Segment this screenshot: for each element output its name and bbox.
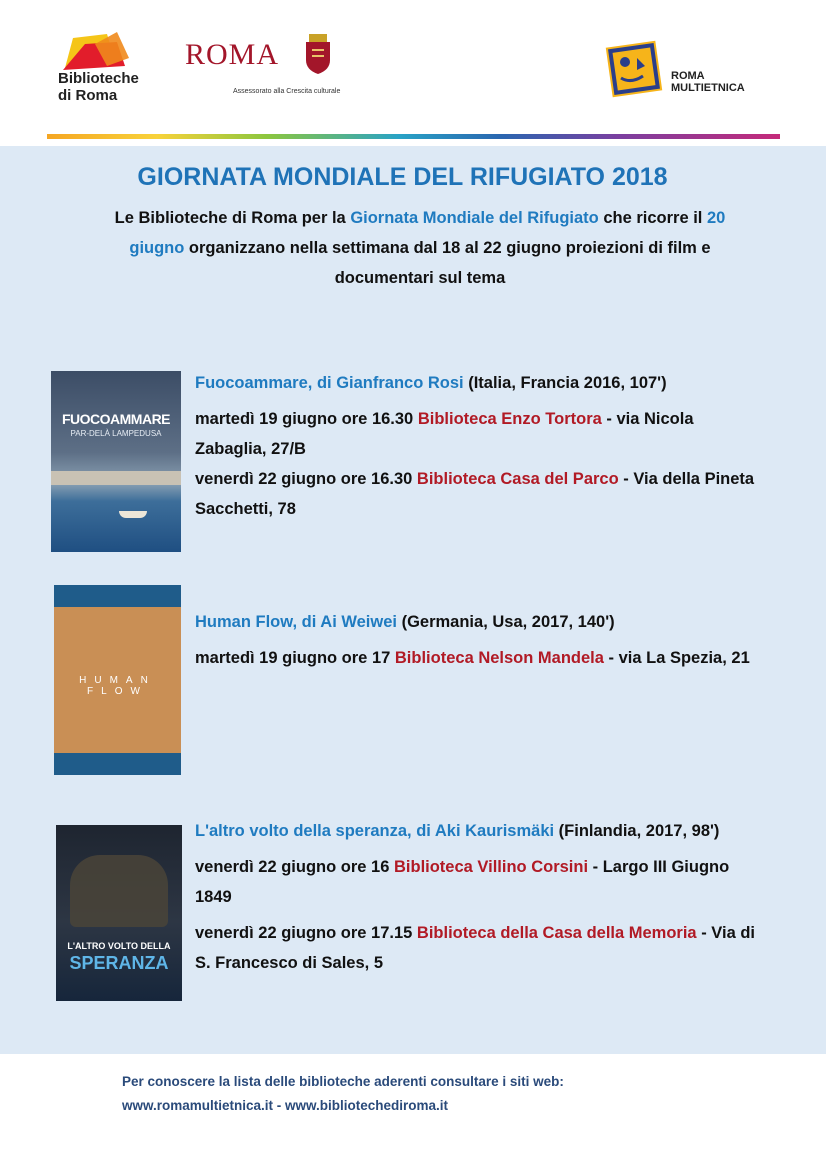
roma-crest-icon — [303, 34, 333, 74]
poster-title-2: SPERANZA — [69, 953, 169, 973]
film-3-screening-2 — [195, 918, 755, 978]
screening-library: Biblioteca Nelson Mandela — [394, 649, 604, 667]
footer — [122, 1070, 564, 1118]
screening-library: Biblioteca Casa del Parco — [416, 470, 619, 488]
screening-address: - Via della Pineta Sacchetti, 78 — [195, 470, 755, 518]
poster-human-flow — [54, 585, 181, 775]
intro-text-2: che ricorre il — [598, 209, 707, 227]
screening-library: Biblioteca Enzo Tortora — [417, 410, 602, 428]
book-icon — [55, 30, 135, 72]
roma-wordmark: ROMA — [185, 38, 280, 71]
biblioteche-di-roma-logo — [55, 30, 165, 105]
roma-multietnica-text: ROMA MULTIETNICA — [671, 70, 745, 94]
poster-altro-volto — [56, 825, 182, 1001]
poster-title: HUMAN FLOW — [79, 675, 156, 697]
intro-event-name: Giornata Mondiale del Rifugiato — [350, 209, 599, 227]
roma-logo — [185, 30, 345, 100]
screening-when: venerdì 22 giugno ore 16 — [195, 858, 394, 876]
screening-when: venerdì 22 giugno ore 17.15 — [195, 924, 417, 942]
film-1-title-line — [195, 368, 755, 398]
film-1-text — [195, 368, 755, 530]
header — [0, 0, 826, 140]
screening-library: Biblioteca Villino Corsini — [393, 858, 589, 876]
screening-when: martedì 19 giugno ore 17 — [195, 649, 395, 667]
rainbow-divider — [47, 134, 780, 139]
screening-library: Biblioteca della Casa della Memoria — [416, 924, 697, 942]
screening-address: - Largo III Giugno 1849 — [195, 858, 730, 906]
intro-text-1: Le Biblioteche di Roma per la — [114, 209, 351, 227]
film-3-title: L'altro volto della speranza, di Aki Kaurismäki — [195, 822, 555, 840]
footer-websites: www.romamultietnica.it - www.bibliotechediroma.it — [122, 1098, 449, 1113]
poster-subtitle: PAR-DELÀ LAMPEDUSA — [70, 429, 162, 438]
film-3-meta: (Finlandia, 2017, 98') — [554, 822, 720, 840]
screening-address: - via Nicola Zabaglia, 27/B — [195, 410, 694, 458]
roma-multietnica-logo — [605, 40, 765, 100]
intro-text-3: organizzano nella settimana dal 18 al 22 giugno proiezioni di film e documentari sul tema — [184, 239, 711, 287]
film-2-text — [195, 607, 765, 679]
footer-info: Per conoscere la lista delle biblioteche aderenti consultare i siti web: — [122, 1074, 564, 1089]
film-1-screening-2 — [195, 464, 755, 524]
film-2-title-line — [195, 607, 765, 637]
film-2-title: Human Flow, di Ai Weiwei — [195, 613, 397, 631]
film-1-screening-1 — [195, 404, 755, 464]
film-2-screening-1 — [195, 643, 765, 673]
film-1-title: Fuocoammare, di Gianfranco Rosi — [195, 374, 464, 392]
page-title: GIORNATA MONDIALE DEL RIFUGIATO 2018 — [137, 163, 668, 191]
poster-title: FUOCOAMMARE — [61, 411, 171, 427]
intro-date: 20 giugno — [129, 209, 726, 257]
poster-boat — [119, 511, 147, 518]
film-1-meta: (Italia, Francia 2016, 107') — [463, 374, 667, 392]
roma-multietnica-icon — [605, 40, 663, 98]
poster-header-band — [54, 585, 181, 607]
screening-address: - Via di S. Francesco di Sales, 5 — [195, 924, 755, 972]
film-3-text — [195, 816, 755, 984]
screening-address: - via La Spezia, 21 — [603, 649, 750, 667]
screening-when: venerdì 22 giugno ore 16.30 — [195, 470, 417, 488]
roma-subtitle: Assessorato alla Crescita culturale — [233, 88, 341, 95]
film-3-title-line — [195, 816, 755, 846]
poster-fuocoammare — [51, 371, 181, 552]
screening-when: martedì 19 giugno ore 16.30 — [195, 410, 418, 428]
film-3-screening-1 — [195, 852, 755, 912]
biblioteche-logo-text: Biblioteche di Roma — [58, 70, 139, 104]
poster-figures — [70, 855, 168, 927]
intro-paragraph — [100, 203, 740, 293]
poster-title: L'ALTRO VOLTO DELLA — [67, 941, 171, 951]
poster-town — [51, 471, 181, 485]
film-2-meta: (Germania, Usa, 2017, 140') — [397, 613, 615, 631]
poster-footer-band — [54, 753, 181, 775]
